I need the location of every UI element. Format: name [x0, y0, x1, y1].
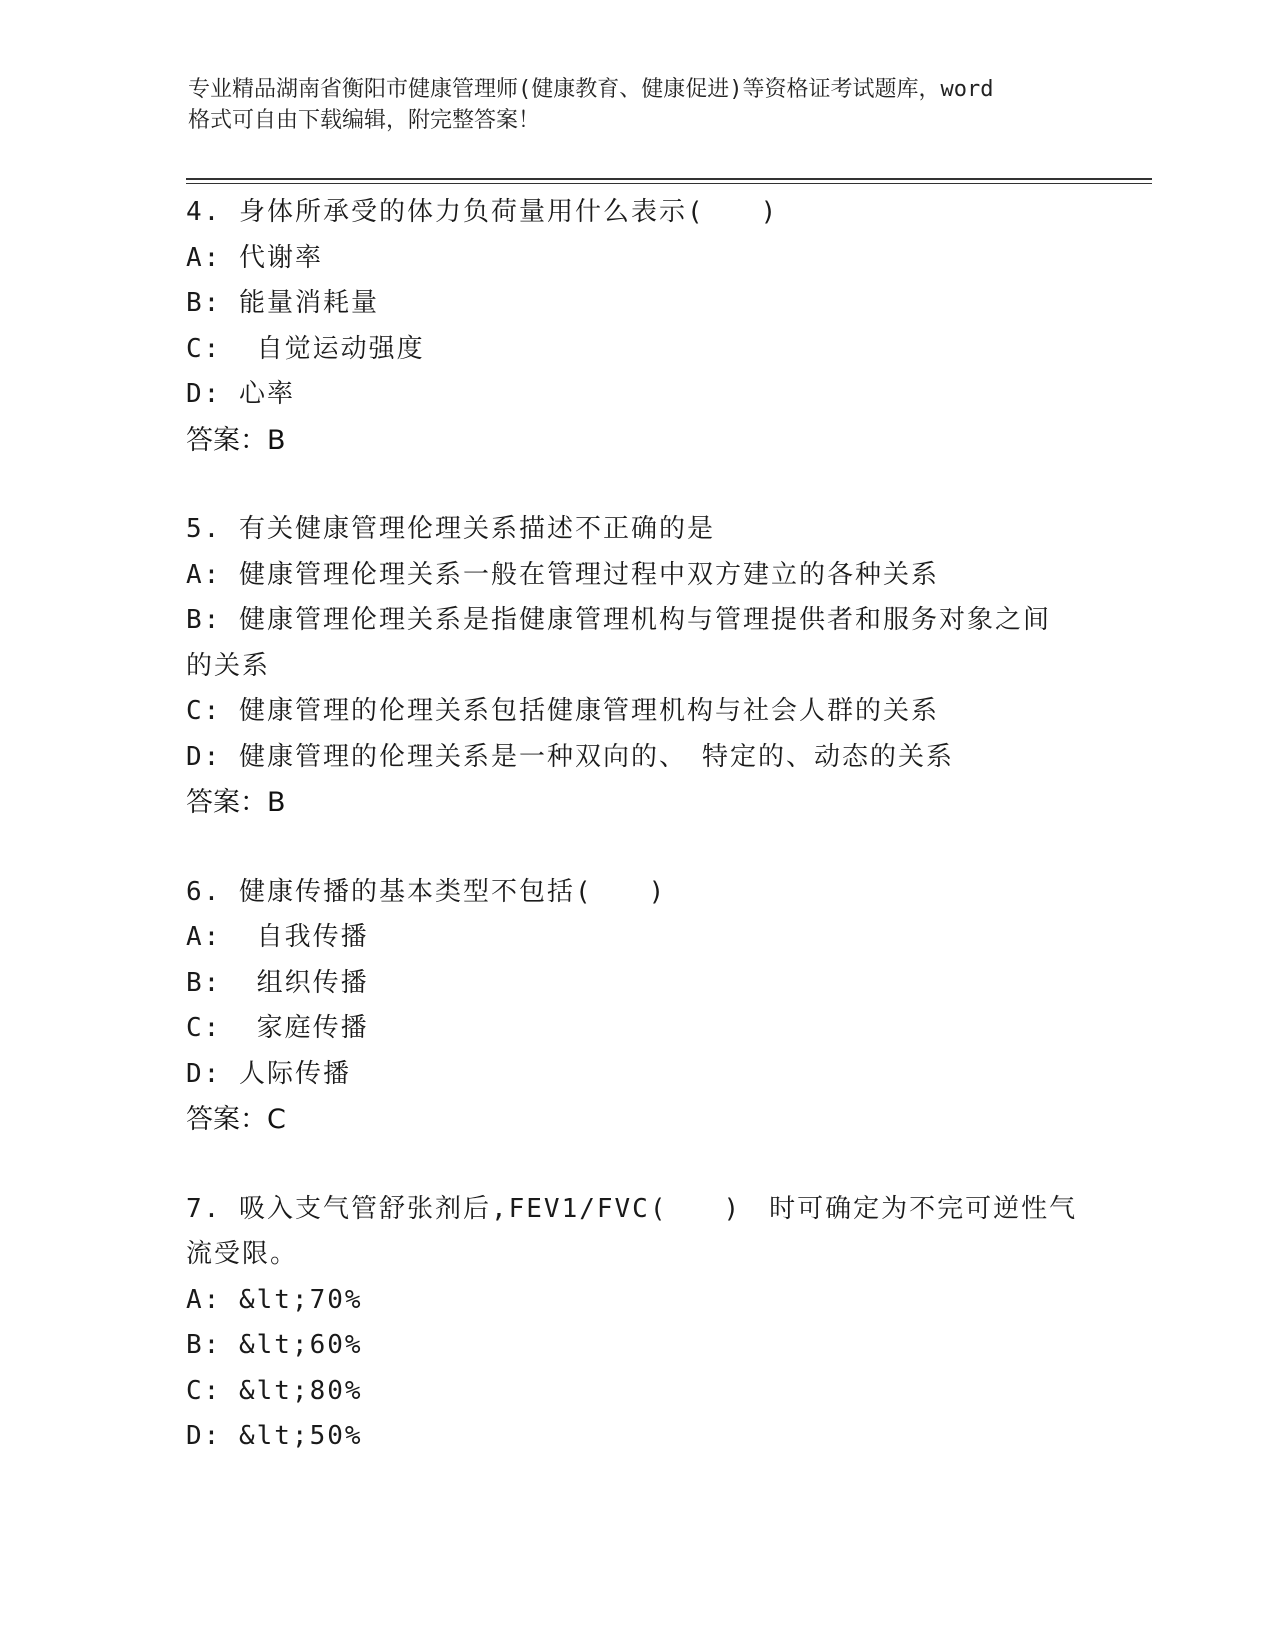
option-c: C: 家庭传播	[186, 1013, 369, 1043]
answer: 答案：B	[186, 424, 286, 456]
option-a: A: 健康管理伦理关系一般在管理过程中双方建立的各种关系	[186, 559, 939, 590]
question-5	[186, 507, 1086, 826]
question-7	[186, 1187, 1086, 1460]
option-a: A: &lt;70%	[186, 1284, 363, 1315]
option-d: D: 心率	[186, 379, 295, 409]
question-stem: 6. 健康传播的基本类型不包括( )	[186, 876, 667, 907]
question-stem: 5. 有关健康管理伦理关系描述不正确的是	[186, 514, 715, 544]
header-line-2: 格式可自由下载编辑，附完整答案！	[188, 108, 541, 133]
document-header	[188, 74, 1088, 136]
answer: 答案：C	[186, 1104, 286, 1135]
question-stem: 4. 身体所承受的体力负荷量用什么表示( )	[186, 197, 779, 227]
header-divider-thin	[186, 183, 1152, 184]
header-divider-thick	[186, 178, 1152, 180]
option-b: B: &lt;60%	[186, 1330, 363, 1360]
option-c: C: &lt;80%	[186, 1375, 363, 1406]
option-b: B: 健康管理伦理关系是指健康管理机构与管理提供者和服务对象之间 的关系	[186, 605, 1051, 681]
option-a: A: 自我传播	[186, 922, 369, 952]
answer: 答案：B	[186, 787, 286, 818]
option-b: B: 能量消耗量	[186, 288, 379, 318]
option-a: A: 代谢率	[186, 242, 323, 273]
question-4	[186, 190, 1086, 463]
question-list	[186, 190, 1086, 1504]
question-stem: 7. 吸入支气管舒张剂后,FEV1/FVC( ) 时可确定为不完可逆性气 流受限。	[186, 1193, 1078, 1269]
option-d: D: 人际传播	[186, 1058, 351, 1089]
question-6	[186, 870, 1086, 1143]
option-c: C: 自觉运动强度	[186, 333, 425, 364]
header-line-1: 专业精品湖南省衡阳市健康管理师(健康教育、健康促进)等资格证考试题库，word	[188, 77, 994, 102]
option-d: D: &lt;50%	[186, 1421, 363, 1451]
option-d: D: 健康管理的伦理关系是一种双向的、 特定的、动态的关系	[186, 741, 954, 772]
option-b: B: 组织传播	[186, 967, 369, 998]
option-c: C: 健康管理的伦理关系包括健康管理机构与社会人群的关系	[186, 696, 939, 726]
